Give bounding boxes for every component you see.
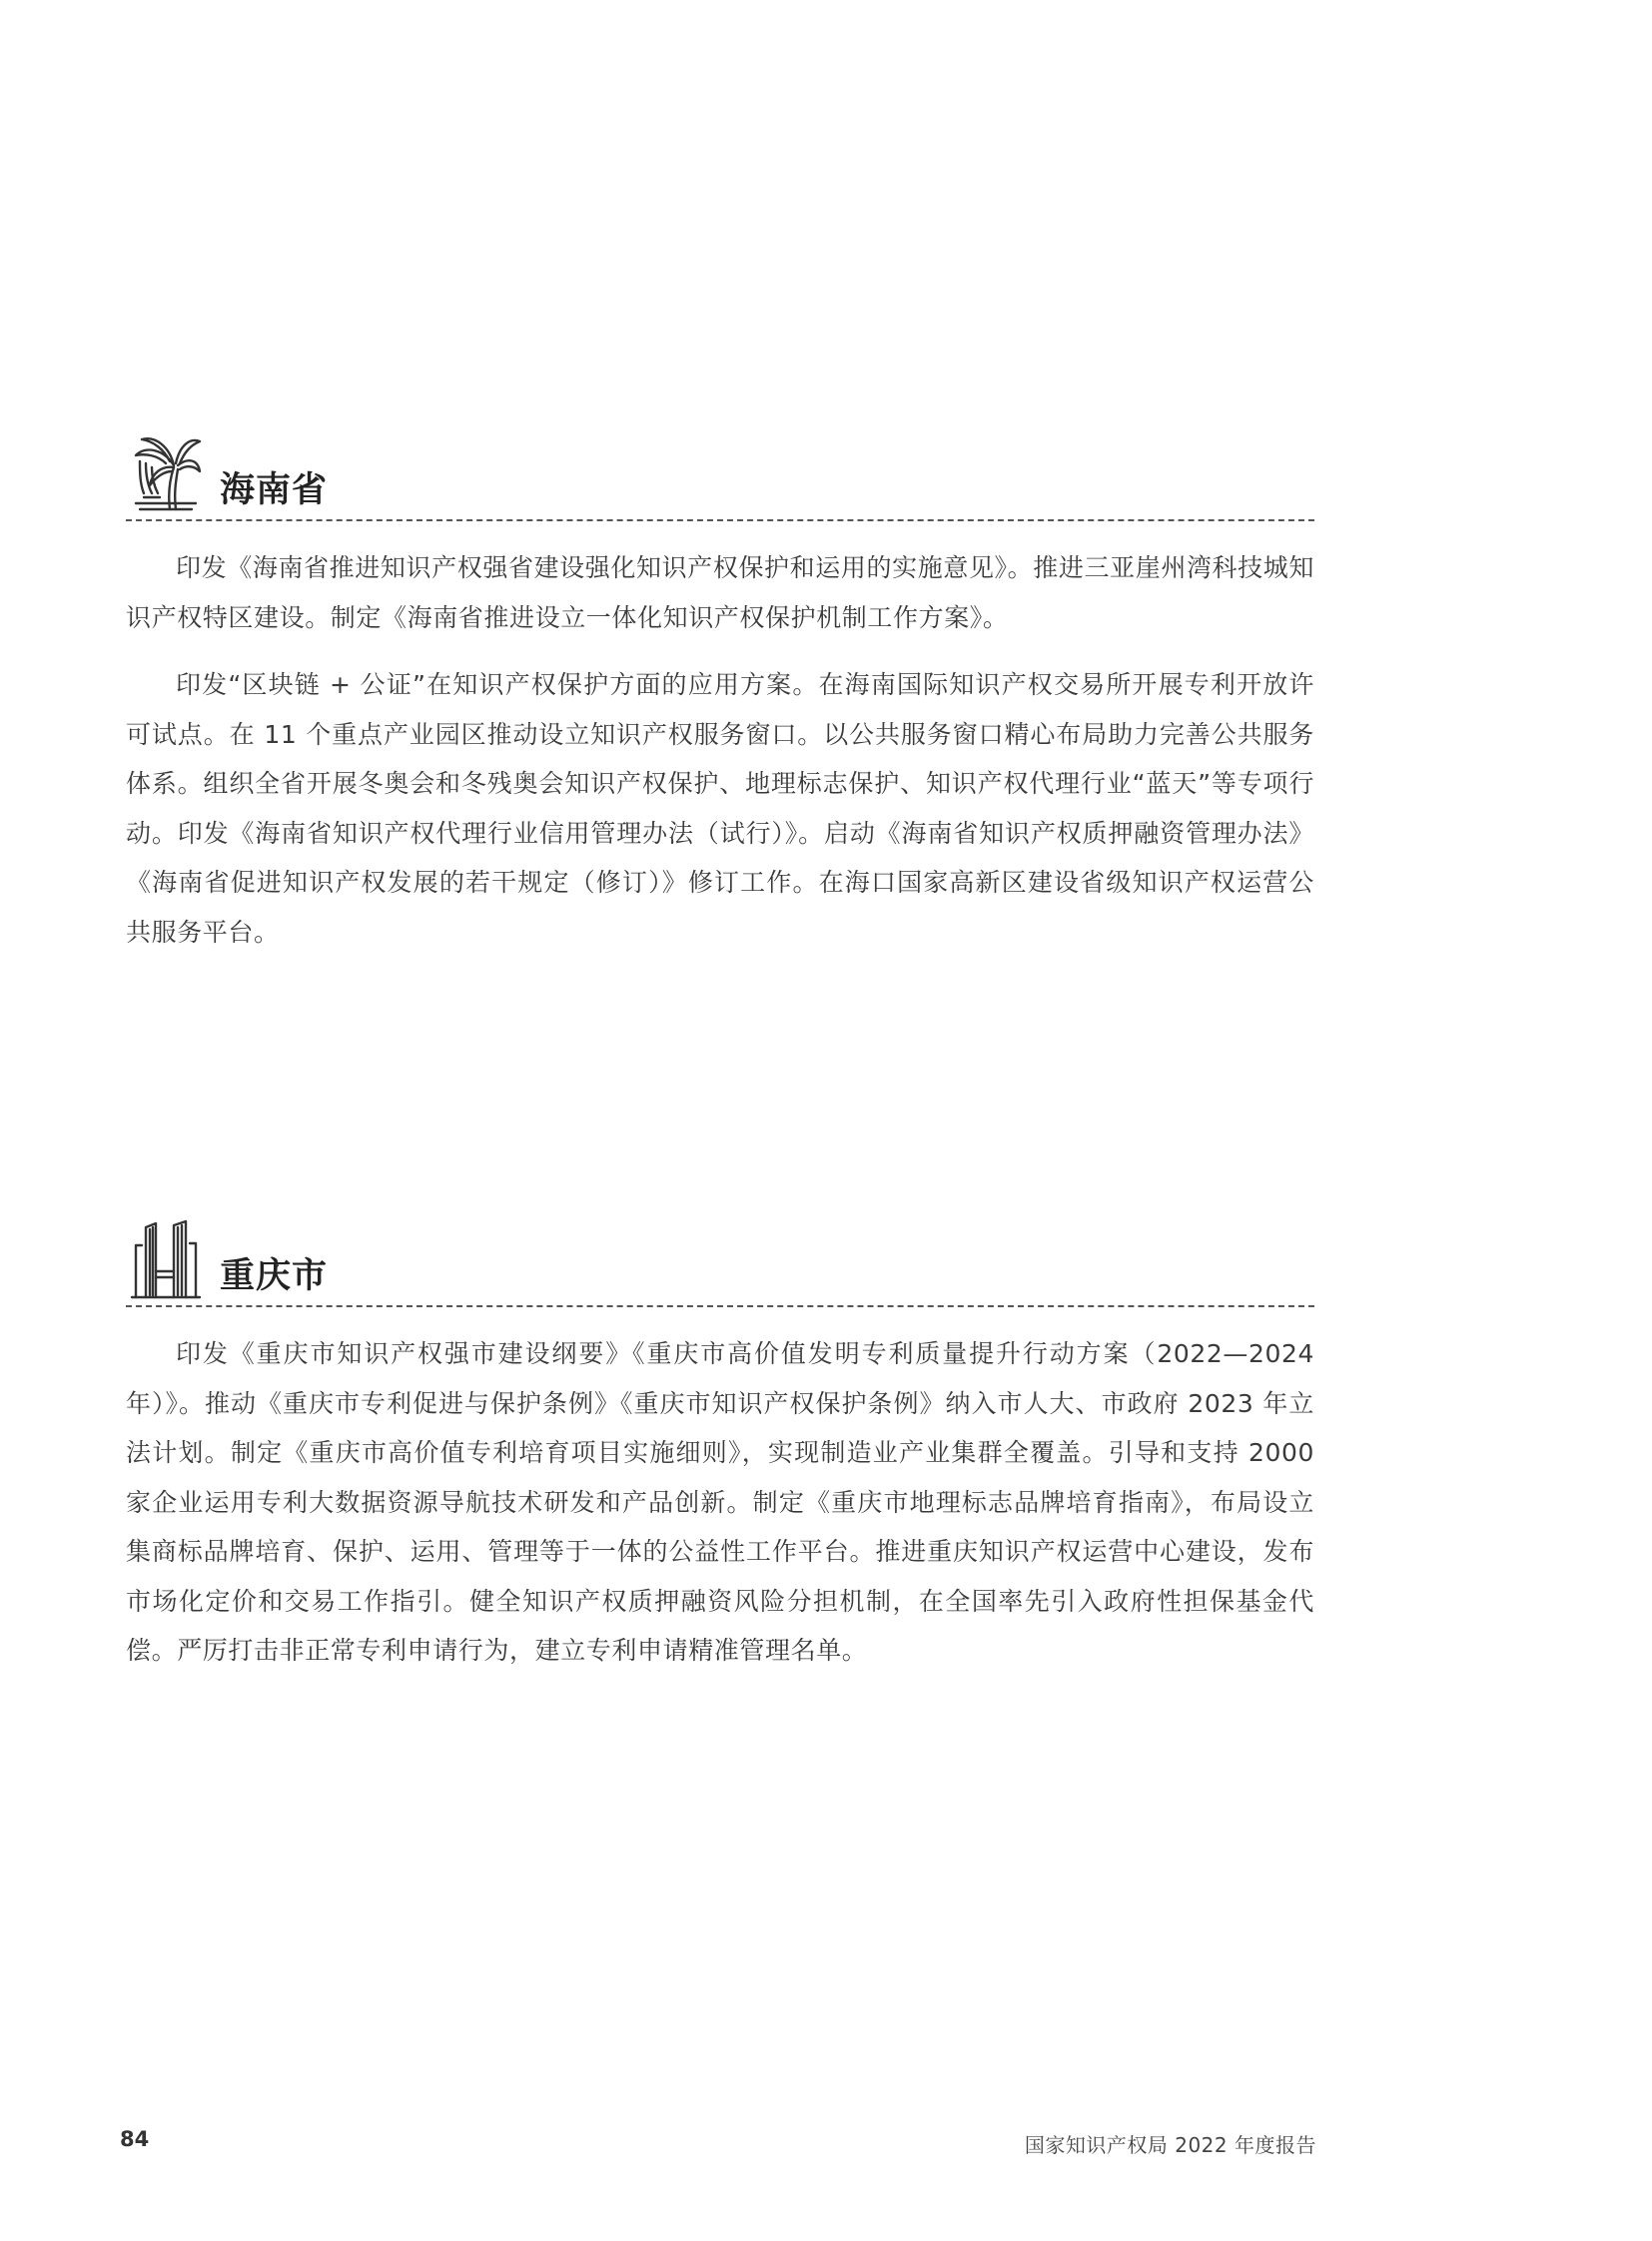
section-header (126, 427, 1314, 521)
page-number: 84 (120, 2127, 150, 2151)
section-title: 海南省 (220, 470, 329, 510)
section-body (126, 543, 1314, 957)
report-title: 国家知识产权局 2022 年度报告 (1024, 2133, 1316, 2157)
paragraph: 印发《重庆市知识产权强市建设纲要》《重庆市高价值发明专利质量提升行动方案（2022—2024年）》。推动《重庆市专利促进与保护条例》《重庆市知识产权保护条例》纳入市人大、市政府 2023 年立法计划。制定《重庆市高价值专利培育项目实施细则》，实现制造业产业集群全覆盖。引导和支持 2000 家企业运用专利大数据资源导航技术研发和产品创新。制定《重庆市地理标志品牌培育指南》，布局设立集商标品牌培育、保护、运用、管理等于一体的公益性工作平台。推进重庆知识产权运营中心建设，发布市场化定价和交易工作指引。健全知识产权质押融资风险分担机制，在全国率先引入政府性担保基金代偿。严厉打击非正常专利申请行为，建立专利申请精准管理名单。 (126, 1339, 1314, 1665)
section-title: 重庆市 (220, 1256, 329, 1296)
section-body (126, 1329, 1314, 1676)
paragraph: 印发“区块链 + 公证”在知识产权保护方面的应用方案。在海南国际知识产权交易所开展专利开放许可试点。在 11 个重点产业园区推动设立知识产权服务窗口。以公共服务窗口精心布局助力完善公共服务体系。组织全省开展冬奥会和冬残奥会知识产权保护、地理标志保护、知识产权代理行业“蓝天”等专项行动。印发《海南省知识产权代理行业信用管理办法（试行）》。启动《海南省知识产权质押融资管理办法》《海南省促进知识产权发展的若干规定（修订）》修订工作。在海口国家高新区建设省级知识产权运营公共服务平台。 (126, 670, 1314, 947)
section-hainan (126, 427, 1314, 975)
section-chongqing (126, 1213, 1314, 1694)
paragraph: 印发《海南省推进知识产权强省建设强化知识产权保护和运用的实施意见》。推进三亚崖州湾科技城知识产权特区建设。制定《海南省推进设立一体化知识产权保护机制工作方案》。 (126, 553, 1314, 632)
section-header (126, 1213, 1314, 1307)
palm-tree-icon (130, 431, 202, 515)
twin-towers-icon (130, 1217, 202, 1301)
